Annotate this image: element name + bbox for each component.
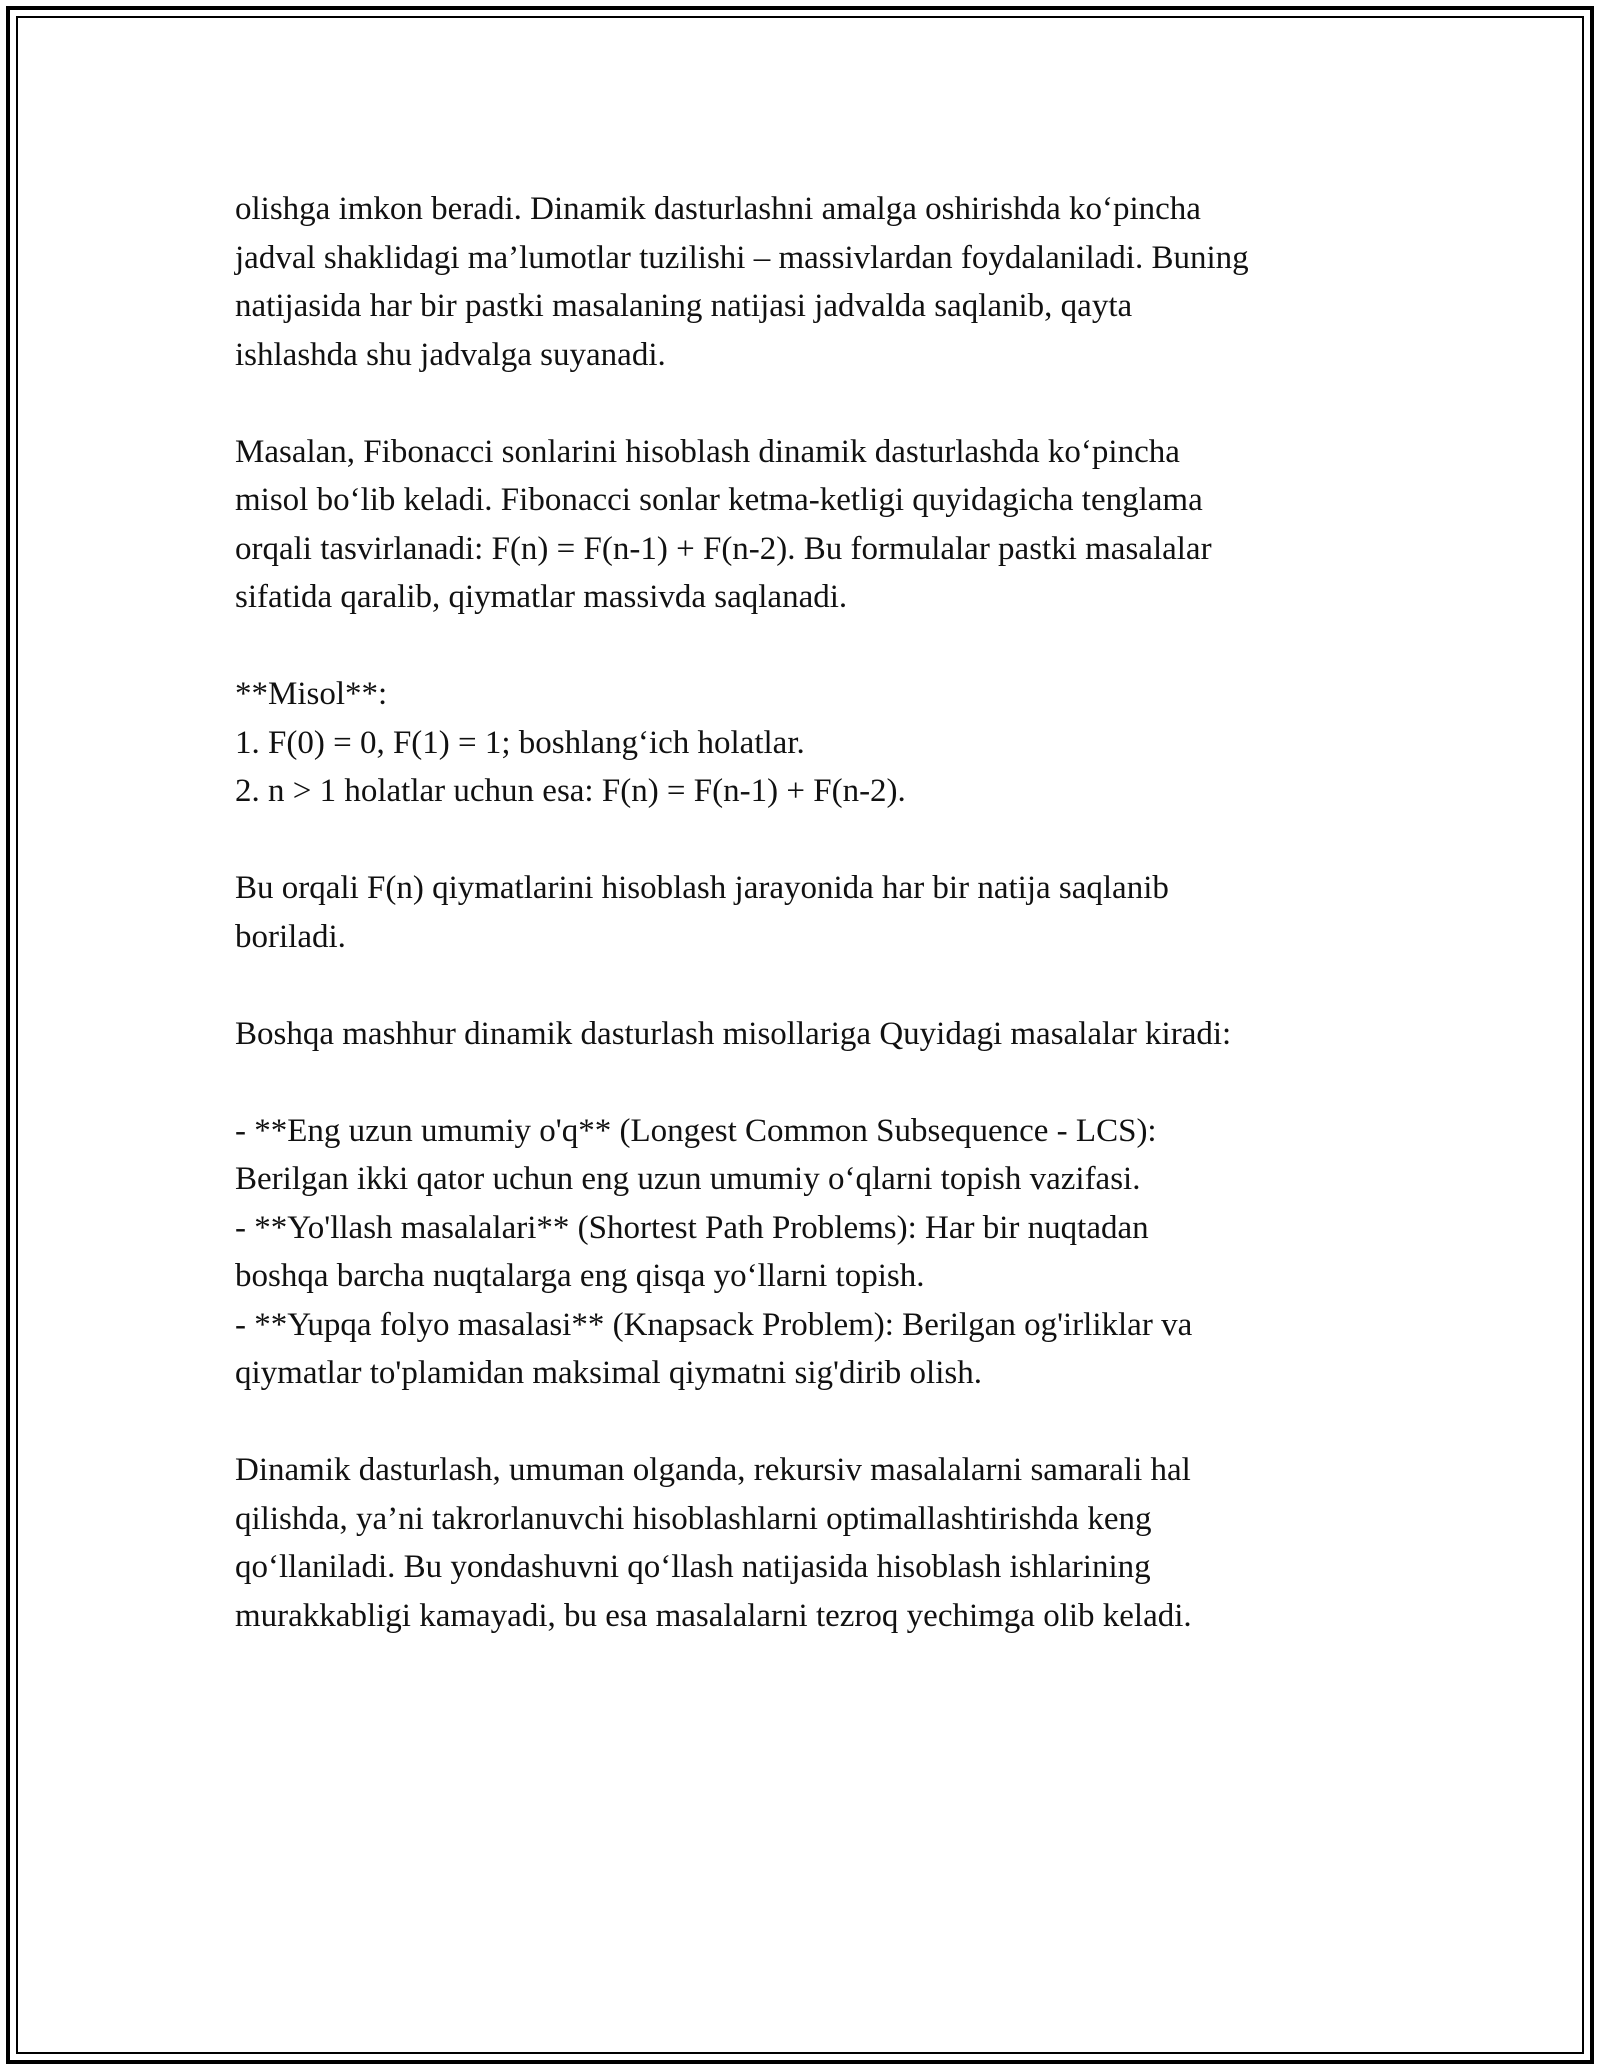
list-item-shortest-path: - **Yo'llash masalalari** (Shortest Path Problems): Har bir nuqtadan <box>235 1209 1149 1246</box>
text-line: jadval shaklidagi ma’lumotlar tuzilishi – massivlardan foydalaniladi. Buning <box>235 239 1249 276</box>
text-line: Boshqa mashhur dinamik dasturlash misollariga Quyidagi masalalar kiradi: <box>235 1015 1232 1052</box>
paragraph-fibonacci <box>235 428 1385 622</box>
text-line: boriladi. <box>235 918 346 955</box>
text-line: misol bo‘lib keladi. Fibonacci sonlar ketma-ketligi quyidagicha tenglama <box>235 482 1203 518</box>
list-item-knapsack: - **Yupqa folyo masalasi** (Knapsack Problem): Berilgan og'irliklar va <box>235 1306 1193 1343</box>
paragraph-conclusion <box>235 1446 1385 1640</box>
text-line: Bu orqali F(n) qiymatlarini hisoblash jarayonida har bir natija saqlanib <box>235 870 1169 906</box>
text-line: 1. F(0) = 0, F(1) = 1; boshlang‘ich holatlar. <box>235 724 805 761</box>
text-line: natijasida har bir pastki masalaning natijasi jadvalda saqlanib, qayta <box>235 288 1133 324</box>
text-line: murakkabligi kamayadi, bu esa masalalarni tezroq yechimga olib keladi. <box>235 1597 1192 1634</box>
text-line: Dinamik dasturlash, umuman olganda, rekursiv masalalarni samarali hal <box>235 1452 1191 1488</box>
text-line: olishga imkon beradi. Dinamik dasturlashni amalga oshirishda ko‘pincha <box>235 191 1201 227</box>
document-body <box>235 185 1385 1640</box>
text-line: orqali tasvirlanadi: F(n) = F(n-1) + F(n-2). Bu formulalar pastki masalalar <box>235 530 1212 567</box>
text-line: qilishda, ya’ni takrorlanuvchi hisoblashlarni optimallashtirishda keng <box>235 1500 1152 1537</box>
list-item-lcs: - **Eng uzun umumiy o'q** (Longest Common Subsequence - LCS): <box>235 1112 1157 1149</box>
text-line: qiymatlar to'plamidan maksimal qiymatni sig'dirib olish. <box>235 1355 982 1391</box>
paragraph-other-examples-intro <box>235 1010 1385 1059</box>
paragraph-dp-tables <box>235 185 1385 379</box>
text-line: **Misol**: <box>235 676 388 712</box>
paragraph-example <box>235 670 1385 816</box>
text-line: 2. n > 1 holatlar uchun esa: F(n) = F(n-1) + F(n-2). <box>235 773 906 809</box>
text-line: Masalan, Fibonacci sonlarini hisoblash dinamik dasturlashda ko‘pincha <box>235 433 1180 470</box>
text-line: ishlashda shu jadvalga suyanadi. <box>235 336 666 373</box>
text-line: sifatida qaralib, qiymatlar massivda saqlanadi. <box>235 579 848 615</box>
text-line: boshqa barcha nuqtalarga eng qisqa yo‘llarni topish. <box>235 1258 925 1294</box>
paragraph-saving-results <box>235 864 1385 961</box>
text-line: Berilgan ikki qator uchun eng uzun umumiy o‘qlarni topish vazifasi. <box>235 1161 1141 1197</box>
paragraph-examples-list <box>235 1107 1385 1398</box>
text-line: qo‘llaniladi. Bu yondashuvni qo‘llash natijasida hisoblash ishlarining <box>235 1549 1151 1585</box>
